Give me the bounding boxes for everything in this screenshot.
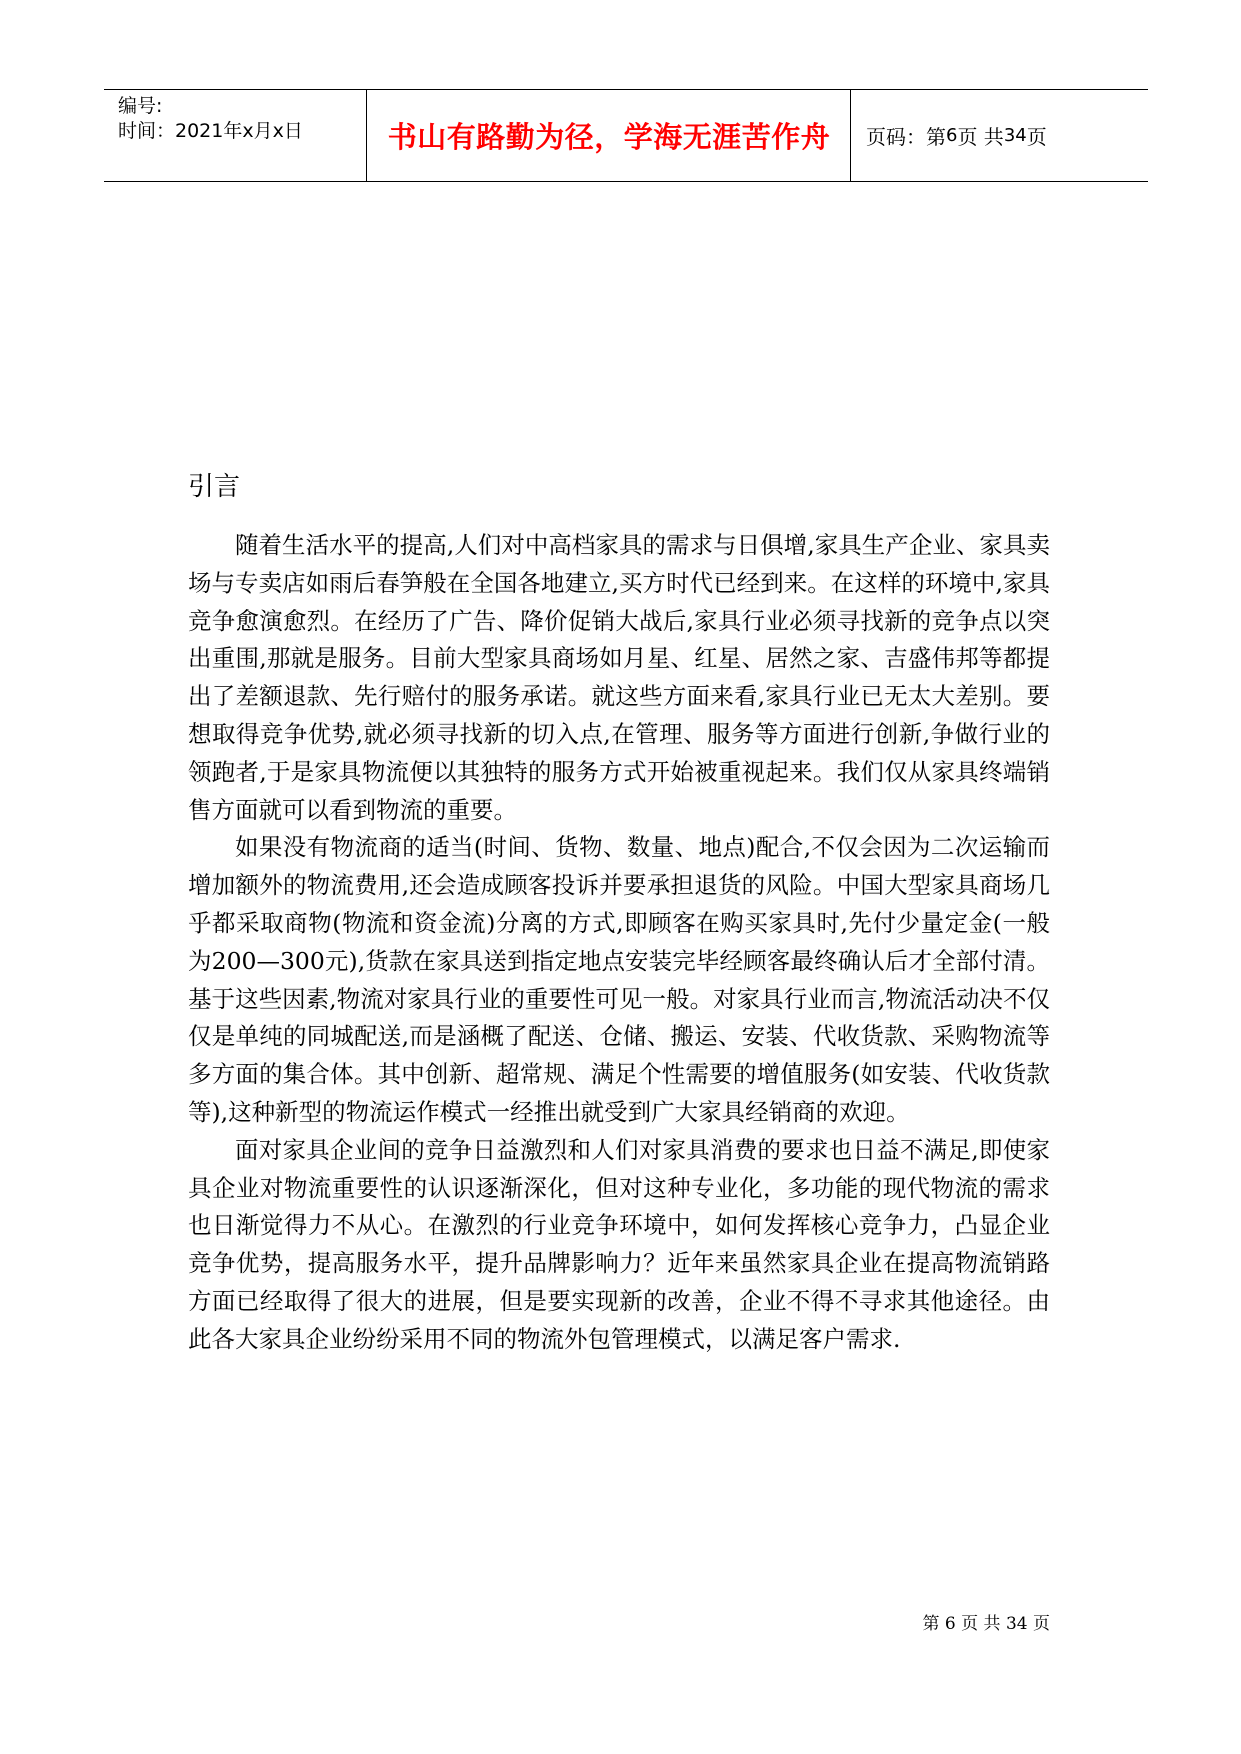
document-code-label: 编号: (118, 95, 163, 117)
page-middle: 页 共 (957, 125, 1004, 149)
document-time-label: 时间：2021年x月x日 (118, 120, 303, 142)
page-current: 6 (946, 125, 958, 146)
header-divider (850, 90, 851, 181)
page-total: 34 (1003, 125, 1027, 146)
header-page-number (866, 90, 1047, 181)
body-content (188, 527, 1050, 1359)
page-header (104, 89, 1148, 182)
section-title: 引言 (188, 472, 241, 502)
header-meta (118, 90, 368, 181)
body-paragraph: 随着生活水平的提高,人们对中高档家具的需求与日俱增,家具生产企业、家具卖场与专卖店如雨后春笋般在全国各地建立,买方时代已经到来。在这样的环境中,家具竞争愈演愈烈。在经历了广告、降价促销大战后,家具行业必须寻找新的竞争点以突出重围,那就是服务。目前大型家具商场如月星、红星、居然之家、吉盛伟邦等都提出了差额退款、先行赔付的服务承诺。就这些方面来看,家具行业已无太大差别。要想取得竞争优势,就必须寻找新的切入点,在管理、服务等方面进行创新,争做行业的领跑者,于是家具物流便以其独特的服务方式开始被重视起来。我们仅从家具终端销售方面就可以看到物流的重要。 (188, 531, 1050, 824)
body-paragraph: 如果没有物流商的适当(时间、货物、数量、地点)配合,不仅会因为二次运输而增加额外的物流费用,还会造成顾客投诉并要承担退货的风险。中国大型家具商场几乎都采取商物(物流和资金流)分离的方式,即顾客在购买家具时,先付少量定金(一般为200—300元),货款在家具送到指定地点安装完毕经顾客最终确认后才全部付清。基于这些因素,物流对家具行业的重要性可见一般。对家具行业而言,物流活动决不仅仅是单纯的同城配送,而是涵概了配送、仓储、搬运、安装、代收货款、采购物流等多方面的集合体。其中创新、超常规、满足个性需要的增值服务(如安装、代收货款等),这种新型的物流运作模式一经推出就受到广大家具经销商的欢迎。 (188, 833, 1050, 1126)
body-paragraph: 面对家具企业间的竞争日益激烈和人们对家具消费的要求也日益不满足,即使家具企业对物流重要性的认识逐渐深化，但对这种专业化，多功能的现代物流的需求也日渐觉得力不从心。在激烈的行业竞争环境中，如何发挥核心竞争力，凸显企业竞争优势，提高服务水平，提升品牌影响力？近年来虽然家具企业在提高物流销路方面已经取得了很大的进展，但是要实现新的改善，企业不得不寻求其他途径。由此各大家具企业纷纷采用不同的物流外包管理模式，以满足客户需求. (188, 1135, 1050, 1353)
header-motto: 书山有路勤为径，学海无涯苦作舟 (387, 120, 831, 154)
page-footer: 第 6 页 共 34 页 (922, 1614, 1050, 1634)
page-prefix: 页码：第 (866, 125, 946, 149)
page-suffix: 页 (1026, 125, 1047, 149)
header-divider (366, 90, 367, 181)
